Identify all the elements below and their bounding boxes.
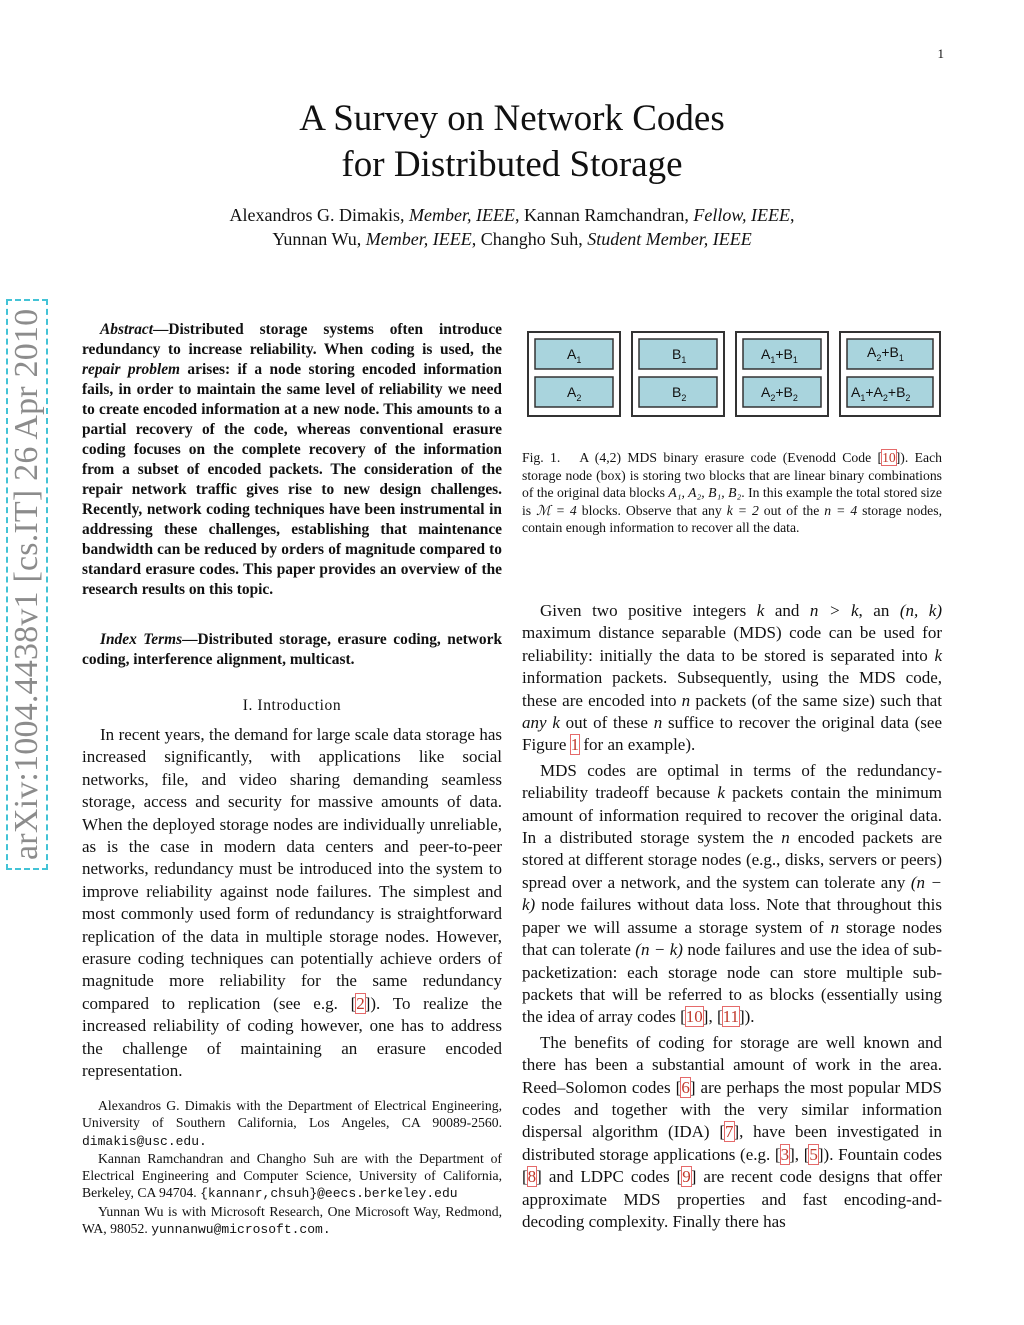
block-label: $A_1$ <box>567 346 582 365</box>
arxiv-stamp[interactable]: arXiv:1004.4438v1 [cs.IT] 26 Apr 2010 <box>6 299 48 870</box>
storage-node-4 <box>840 332 940 416</box>
author-role: Student Member, IEEE <box>587 229 752 249</box>
email-link[interactable]: yunnanwu@microsoft.com. <box>151 1222 331 1238</box>
citation-link[interactable]: 6 <box>681 1077 690 1097</box>
paper-title <box>0 96 1024 188</box>
paragraph-coding-benefits: The benefits of coding for storage are well known and there has been a substantial amount of work in the area. Reed–Solomon codes [6] are perhaps the most popular MDS codes and together with the very similar information dispersal algorithm (IDA) [7], have been investigated in distributed storage applications (e.g. [3], [5]). Fountain codes [8] and LDPC codes [9] are recent code designs that offer approximate MDS properties and fast encoding-and-decoding complexity. Finally there has <box>522 1032 943 1231</box>
block-label: $A_1+A_2+B_2$ <box>851 384 911 403</box>
email-link[interactable]: dimakis@usc.edu. <box>82 1133 207 1149</box>
block-label: $A_2+B_1$ <box>867 344 904 363</box>
author-ramchandran: , Kannan Ramchandran, <box>514 205 689 225</box>
author-list: Alexandros G. Dimakis, Member, IEEE, Kannan Ramchandran, Fellow, IEEE, Yunnan Wu, Member, IEEE, Changho Suh, Student Member, IEEE <box>229 205 795 249</box>
footnote-dimakis: Alexandros G. Dimakis with the Department of Electrical Engineering, University of Southern California, Los Angeles, CA 90089-2560. dimakis@usc.edu. <box>82 1098 502 1149</box>
citation-link[interactable]: 11 <box>722 1007 739 1027</box>
repair-problem-term: repair problem <box>82 361 181 378</box>
block-label: $A_2+B_2$ <box>761 384 798 403</box>
author-wu: Yunnan Wu, <box>272 229 362 249</box>
author-dimakis: Alexandros G. Dimakis, <box>229 205 405 225</box>
paragraph-mds-definition: Given two positive integers k and n > k, an (n, k) maximum distance separable (MDS) code can be used for reliability: initially the data to be stored is separated into k information packets. Subsequently, using the MDS code, these are encoded into n packets (of the same size) such that any k out of these n suffice to recover the original data (see Figure 1 for an example). <box>522 601 942 755</box>
citation-link[interactable]: 10 <box>882 450 896 465</box>
author-suh: , Changho Suh, <box>471 229 583 249</box>
author-role: Member, IEEE <box>408 205 515 225</box>
footnote-ramchandran-suh: Kannan Ramchandran and Changho Suh are with the Department of Electrical Engineering and Computer Science, University of California, Berkeley, CA 94704. {kannanr,chsuh}@eecs.berkeley.edu <box>82 1150 502 1202</box>
citation-link[interactable]: 8 <box>527 1167 537 1187</box>
index-terms-label: Index Terms <box>100 631 183 648</box>
email-link[interactable]: {kannanr,chsuh}@eecs.berkeley.edu <box>200 1186 458 1202</box>
storage-node-1 <box>528 332 620 416</box>
block-label: $A_2$ <box>567 384 582 403</box>
title-line-1: A Survey on Network Codes <box>299 98 725 139</box>
right-column-body <box>522 600 942 1236</box>
abstract: Abstract—Distributed storage systems often introduce redundancy to increase reliability. When coding is used, the repair problem arises: if a node storing encoded information fails, in order to maintain the same level of reliability we need to create encoded information at a new node. This amounts to a partial recovery of the code, whereas conventional erasure coding focuses on the complete recovery of the information from a subset of encoded packets. The consideration of the repair network traffic gives rise to new design challenges. Recently, network coding techniques have been instrumental in addressing these challenges, establishing that maintenance bandwidth can be reduced by orders of magnitude compared to standard erasure codes. This paper provides an overview of the research results on this topic. <box>82 321 502 598</box>
citation-link[interactable]: 2 <box>356 993 365 1013</box>
abstract-label: Abstract <box>100 321 154 338</box>
storage-node-2 <box>632 332 724 416</box>
footnote-wu: Yunnan Wu is with Microsoft Research, One Microsoft Way, Redmond, WA, 98052. yunnanwu@microsoft.com. <box>82 1203 502 1238</box>
author-role: Member, IEEE <box>365 229 472 249</box>
page-number: 1 <box>937 46 944 61</box>
block-label: $B_2$ <box>672 384 687 403</box>
index-terms: Index Terms—Distributed storage, erasure coding, network coding, interference alignment, multicast. <box>82 631 503 668</box>
figure-caption: Fig. 1. A (4,2) MDS binary erasure code (Evenodd Code [10]). Each storage node (box) is storing two blocks that are linear binary combinations of the original data blocks A₁, A₂, B₁, B₂. In this example the total stored size is ℳ = 4 blocks. Observe that any k = 2 out of the n = 4 storage nodes, contain enough information to recover all the data. <box>522 450 943 535</box>
title-line-2: for Distributed Storage <box>341 144 683 185</box>
figure-mds-code-diagram <box>527 331 942 418</box>
block-label: $A_1+B_1$ <box>761 346 798 365</box>
intro-paragraph: In recent years, the demand for large scale data storage has increased significantly, with applications like social networks, file, and video sharing demanding seamless storage, access and security for massive amounts of data. When the deployed storage nodes are individually unreliable, as is the case in modern data centers and peer-to-peer networks, redundancy must be introduced into the system to improve reliability against node failures. The simplest and most commonly used form of redundancy is straightforward replication of the data in multiple storage nodes. However, erasure coding techniques can potentially achieve orders of magnitude more reliability for the same redundancy compared to replication (see e.g. [2]). To realize the increased reliability of coding however, one has to address the challenge of maintaining an erasure encoded representation. <box>82 725 502 1081</box>
author-footnotes <box>82 1097 502 1238</box>
section-heading-introduction: I. Introduction <box>242 697 342 714</box>
citation-link[interactable]: 3 <box>780 1144 790 1164</box>
storage-node-3 <box>736 332 828 416</box>
figure-label: Fig. 1. <box>522 450 561 465</box>
citation-link[interactable]: 9 <box>682 1167 691 1187</box>
paragraph-mds-optimal: MDS codes are optimal in terms of the redundancy-reliability tradeoff because k packets contain the minimum amount of information required to recover the original data. In a distributed storage system the n encoded packets are stored at different storage nodes (e.g., disks, servers or peers) spread over a network, and the system can tolerate any (n − k) node failures without data loss. Note that throughout this paper we will assume a storage system of n storage nodes that can tolerate (n − k) node failures and use the idea of sub-packetization: each storage node can store multiple sub-packets that will be referred to as blocks (essentially using the idea of array codes [10], [11]). <box>522 760 943 1027</box>
citation-link[interactable]: 7 <box>725 1122 734 1142</box>
author-role: Fellow, IEEE <box>693 205 791 225</box>
block-label: $B_1$ <box>672 346 687 365</box>
citation-link[interactable]: 5 <box>809 1144 818 1164</box>
figure-link[interactable]: 1 <box>570 735 580 755</box>
citation-link[interactable]: 10 <box>685 1007 703 1027</box>
